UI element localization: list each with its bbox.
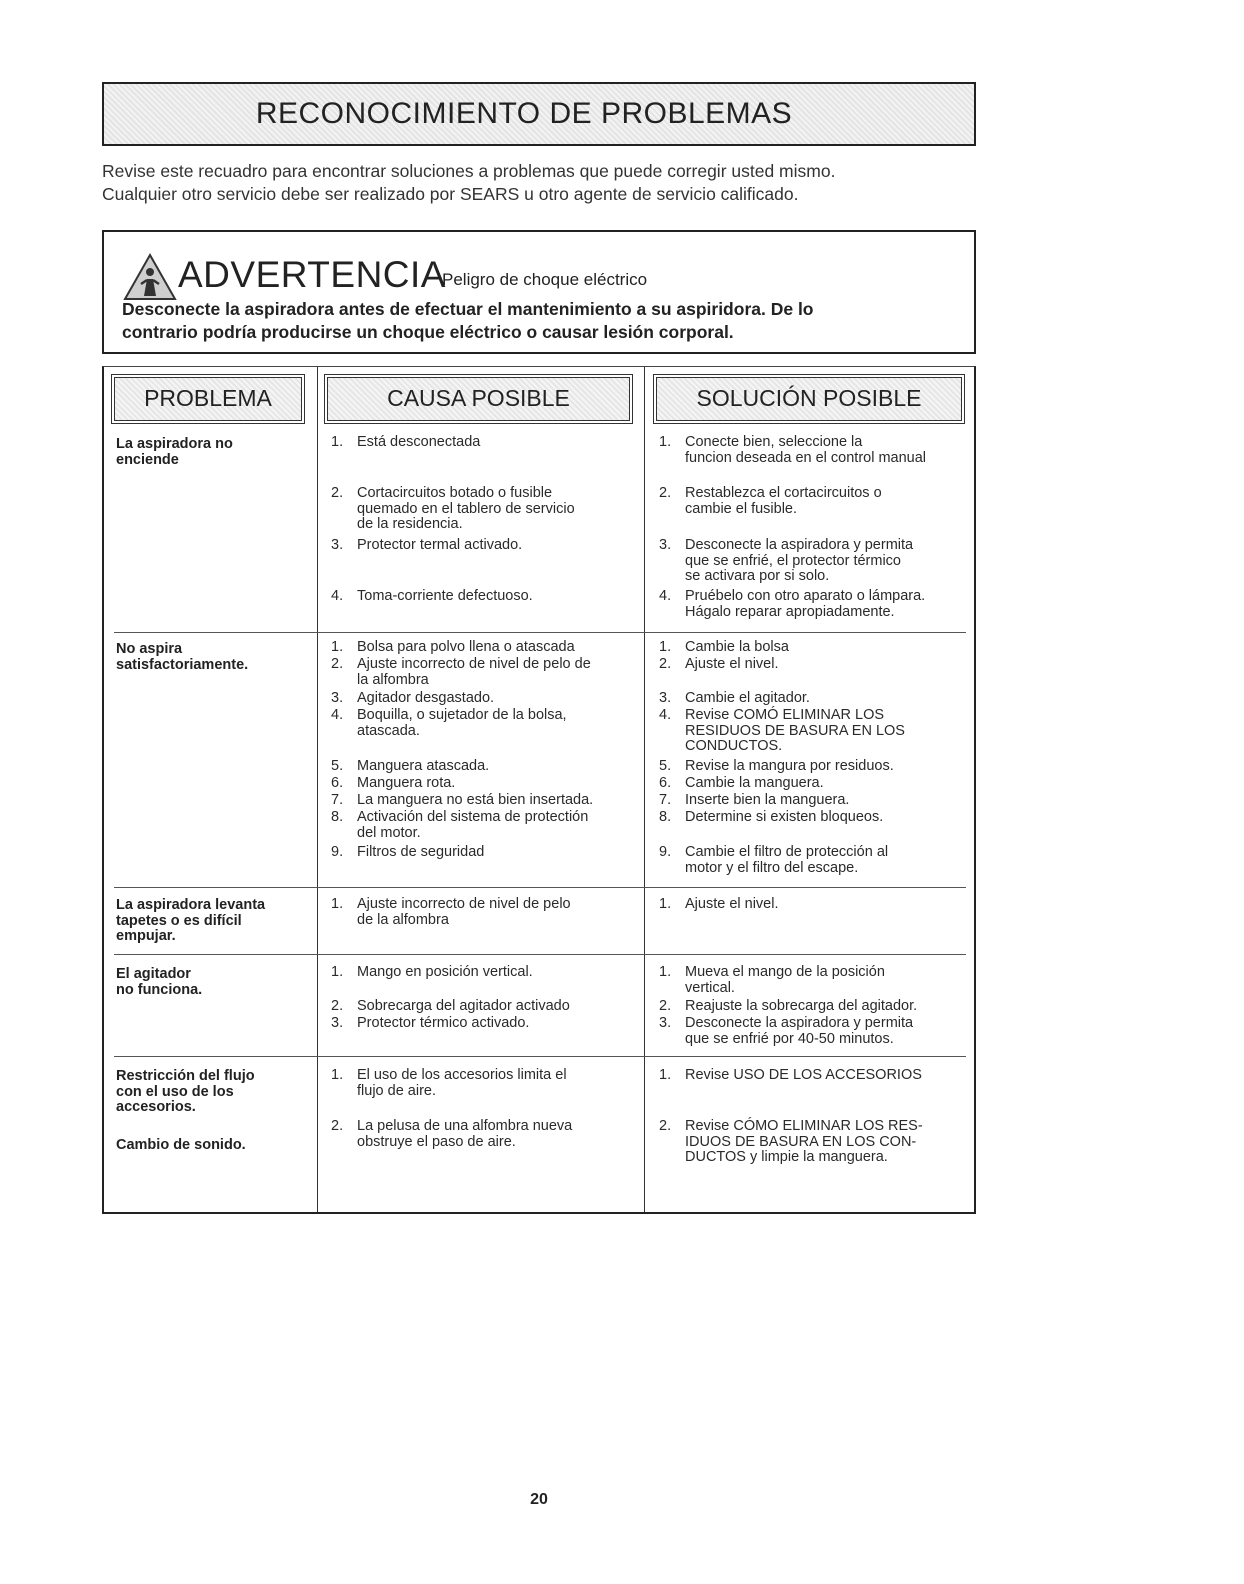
- cause-item: 1. El uso de los accesorios limita el flujo de aire.: [331, 1067, 567, 1099]
- problem-3: La aspiradora levanta tapetes o es difícil empujar.: [116, 897, 266, 944]
- problem-1: La aspiradora no enciende: [116, 436, 233, 468]
- cause-item: 8. Activación del sistema de protectión del motor.: [331, 809, 589, 841]
- title-banner: [102, 82, 976, 146]
- warning-triangle-icon: [122, 252, 178, 302]
- solution-item: 1. Cambie la bolsa: [659, 639, 789, 655]
- intro-text: [102, 160, 1002, 206]
- cause-item: 4. Boquilla, o sujetador de la bolsa, atascada.: [331, 707, 567, 739]
- solution-item: 9. Cambie el filtro de protección al motor y el filtro del escape.: [659, 844, 889, 876]
- cause-item: 5. Manguera atascada.: [331, 758, 490, 774]
- header-problema: PROBLEMA: [114, 377, 302, 421]
- problem-6: Cambio de sonido.: [116, 1137, 246, 1153]
- solution-item: 2. Ajuste el nivel.: [659, 656, 779, 672]
- row-divider: [114, 1056, 966, 1057]
- row-divider: [114, 887, 966, 888]
- solution-item: 1. Ajuste el nivel.: [659, 896, 779, 912]
- solution-item: 2. Restablezca el cortacircuitos o cambie el fusible.: [659, 485, 882, 517]
- row-divider: [114, 632, 966, 633]
- cause-item: 3. Protector termal activado.: [331, 537, 523, 553]
- warning-body-line-1: Desconecte la aspiradora antes de efectuar el mantenimiento a su aspiridora. De lo: [122, 299, 814, 319]
- page-number: 20: [530, 1491, 548, 1508]
- column-divider: [644, 367, 645, 1212]
- solution-item: 2. Reajuste la sobrecarga del agitador.: [659, 998, 918, 1014]
- page-title: RECONOCIMIENTO DE PROBLEMAS: [255, 97, 793, 130]
- solution-item: 3. Desconecte la aspiradora y permita que se enfrié, el protector térmico se activara por si solo.: [659, 537, 914, 584]
- cause-item: 3. Agitador desgastado.: [331, 690, 495, 706]
- solution-item: 4. Pruébelo con otro aparato o lámpara. Hágalo reparar apropiadamente.: [659, 588, 926, 620]
- cause-item: 9. Filtros de seguridad: [331, 844, 485, 860]
- cause-item: 2. Ajuste incorrecto de nivel de pelo de la alfombra: [331, 656, 591, 688]
- solution-item: 6. Cambie la manguera.: [659, 775, 824, 791]
- intro-line-2: Cualquier otro servicio debe ser realizado por SEARS u otro agente de servicio calificado.: [102, 184, 799, 204]
- cause-item: 1. Ajuste incorrecto de nivel de pelo de la alfombra: [331, 896, 571, 928]
- warning-word: ADVERTENCIA: [178, 254, 446, 295]
- cause-item: 7. La manguera no está bien insertada.: [331, 792, 594, 808]
- solution-item: 3. Desconecte la aspiradora y permita que se enfrié por 40-50 minutos.: [659, 1015, 914, 1047]
- warning-subtitle: Peligro de choque eléctrico: [442, 270, 648, 289]
- problem-5: Restricción del flujo con el uso de los accesorios.: [116, 1068, 255, 1115]
- solution-item: 1. Mueva el mango de la posición vertical.: [659, 964, 885, 996]
- cause-item: 1. Está desconectada: [331, 434, 481, 450]
- header-causa-posible: CAUSA POSIBLE: [327, 377, 630, 421]
- solution-item: 1. Revise USO DE LOS ACCESORIOS: [659, 1067, 922, 1083]
- cause-item: 2. Sobrecarga del agitador activado: [331, 998, 570, 1014]
- cause-item: 4. Toma-corriente defectuoso.: [331, 588, 533, 604]
- cause-item: 1. Mango en posición vertical.: [331, 964, 533, 980]
- column-divider: [317, 367, 318, 1212]
- cause-item: 6. Manguera rota.: [331, 775, 456, 791]
- problem-2: No aspira satisfactoriamente.: [116, 641, 249, 673]
- warning-box: [102, 230, 976, 354]
- problem-4: El agitador no funciona.: [116, 966, 203, 998]
- solution-item: 4. Revise COMÓ ELIMINAR LOS RESIDUOS DE BASURA EN LOS CONDUCTOS.: [659, 707, 905, 754]
- solution-item: 1. Conecte bien, seleccione la funcion deseada en el control manual: [659, 434, 927, 466]
- solution-item: 5. Revise la mangura por residuos.: [659, 758, 894, 774]
- solution-item: 8. Determine si existen bloqueos.: [659, 809, 884, 825]
- warning-body: [122, 298, 952, 344]
- header-solucion-posible: SOLUCIÓN POSIBLE: [656, 377, 962, 421]
- row-divider: [114, 954, 966, 955]
- solution-item: 7. Inserte bien la manguera.: [659, 792, 850, 808]
- solution-item: 2. Revise CÓMO ELIMINAR LOS RES- IDUOS DE BASURA EN LOS CON- DUCTOS y limpie la manguera.: [659, 1118, 923, 1165]
- cause-item: 2. La pelusa de una alfombra nueva obstruye el paso de aire.: [331, 1118, 573, 1150]
- intro-line-1: Revise este recuadro para encontrar soluciones a problemas que puede corregir usted mismo.: [102, 161, 836, 181]
- troubleshooting-table: [102, 366, 976, 1214]
- cause-item: 2. Cortacircuitos botado o fusible quemado en el tablero de servicio de la residencia.: [331, 485, 575, 532]
- cause-item: 3. Protector térmico activado.: [331, 1015, 530, 1031]
- cause-item: 1. Bolsa para polvo llena o atascada: [331, 639, 575, 655]
- solution-item: 3. Cambie el agitador.: [659, 690, 810, 706]
- warning-body-line-2: contrario podría producirse un choque eléctrico o causar lesión corporal.: [122, 322, 734, 342]
